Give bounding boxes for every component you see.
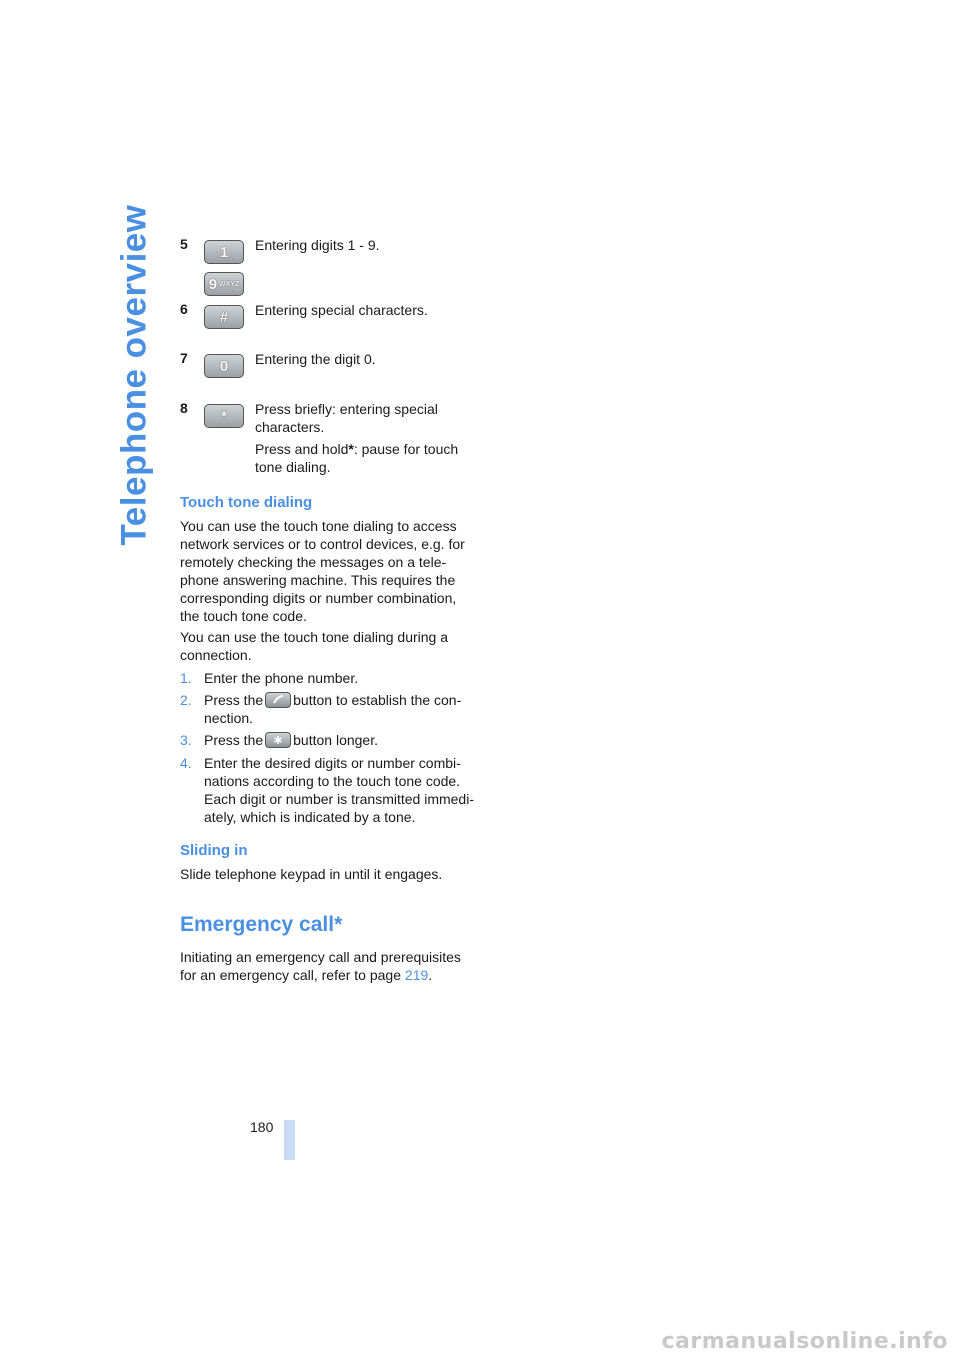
key-9-icon [204,272,244,296]
key-0-icon [204,354,244,378]
step-text: Enter the phone number. [204,670,359,686]
touch-tone-heading: Touch tone dialing [180,494,313,511]
list-item [180,731,480,749]
hash-key-icon [204,305,244,329]
emergency-text-pre: Initiating an emergency call and prerequisites for an emergency call, refer to page [180,949,461,983]
key-description: Press briefly: entering special characters. [255,401,438,435]
touch-tone-para2: You can use the touch tone dialing during a connection. [180,629,449,663]
step-post: button longer. [293,732,378,748]
step-number: 3. [180,732,192,748]
hold-text-post: : pause for touch tone dialing. [255,441,459,475]
asterisk-mark: * [348,441,354,457]
step-text: Enter the desired digits or number combi-nations according to the touch tone code. Each digit or number is transmitted immedi-ately, which is indicated by a tone. [204,755,474,825]
step-number: 4. [180,755,192,771]
key-description-hold [255,440,470,476]
key-label: 0 [219,357,229,375]
section-title-vertical [114,204,154,546]
key-sublabel: WXYZ [219,280,240,288]
key-description: Entering special characters. [255,302,428,318]
sliding-in-text: Slide telephone keypad in until it engages. [180,866,443,882]
key-item-number: 6 [180,301,188,317]
page-reference-link[interactable]: 219 [404,967,429,983]
section-title-text: Telephone overview [114,204,154,546]
key-item-number: 7 [180,350,188,366]
key-label: # [219,308,229,326]
step-post: button to establish the con-nection. [204,692,462,726]
step-pre: Press the [204,692,264,708]
key-label: * [221,407,227,425]
key-description: Entering the digit 0. [255,351,376,367]
key-label: 9 [208,275,218,293]
phone-send-key-icon [265,692,291,708]
hold-text: Press and hold [255,441,349,457]
page-number: 180 [250,1119,274,1135]
emergency-heading: Emergency call* [180,913,343,936]
step-text [204,731,480,749]
sliding-in-heading: Sliding in [180,842,248,859]
step-text [204,691,480,727]
star-key-icon [204,404,244,428]
key-item-number: 8 [180,400,188,416]
emergency-text [180,948,470,984]
key-item-number: 5 [180,236,188,252]
watermark: carmanualsonline.info [661,1329,948,1354]
page-marker-bar [284,1120,295,1160]
step-number: 2. [180,692,192,708]
emergency-text-post: . [428,967,433,983]
list-item [180,669,480,687]
list-item [180,754,480,826]
list-item [180,691,480,727]
key-description: Entering digits 1 - 9. [255,237,380,253]
star-key-icon [265,732,291,748]
key-1-icon [204,240,244,264]
step-pre: Press the [204,732,264,748]
touch-tone-para1: You can use the touch tone dialing to access network services or to control devices, e.g. for remotely checking the messages on a tele-phone answering machine. This requires the corresponding digits or number combination, the touch tone code. [180,518,465,624]
step-number: 1. [180,670,192,686]
key-label: 1 [219,243,229,261]
